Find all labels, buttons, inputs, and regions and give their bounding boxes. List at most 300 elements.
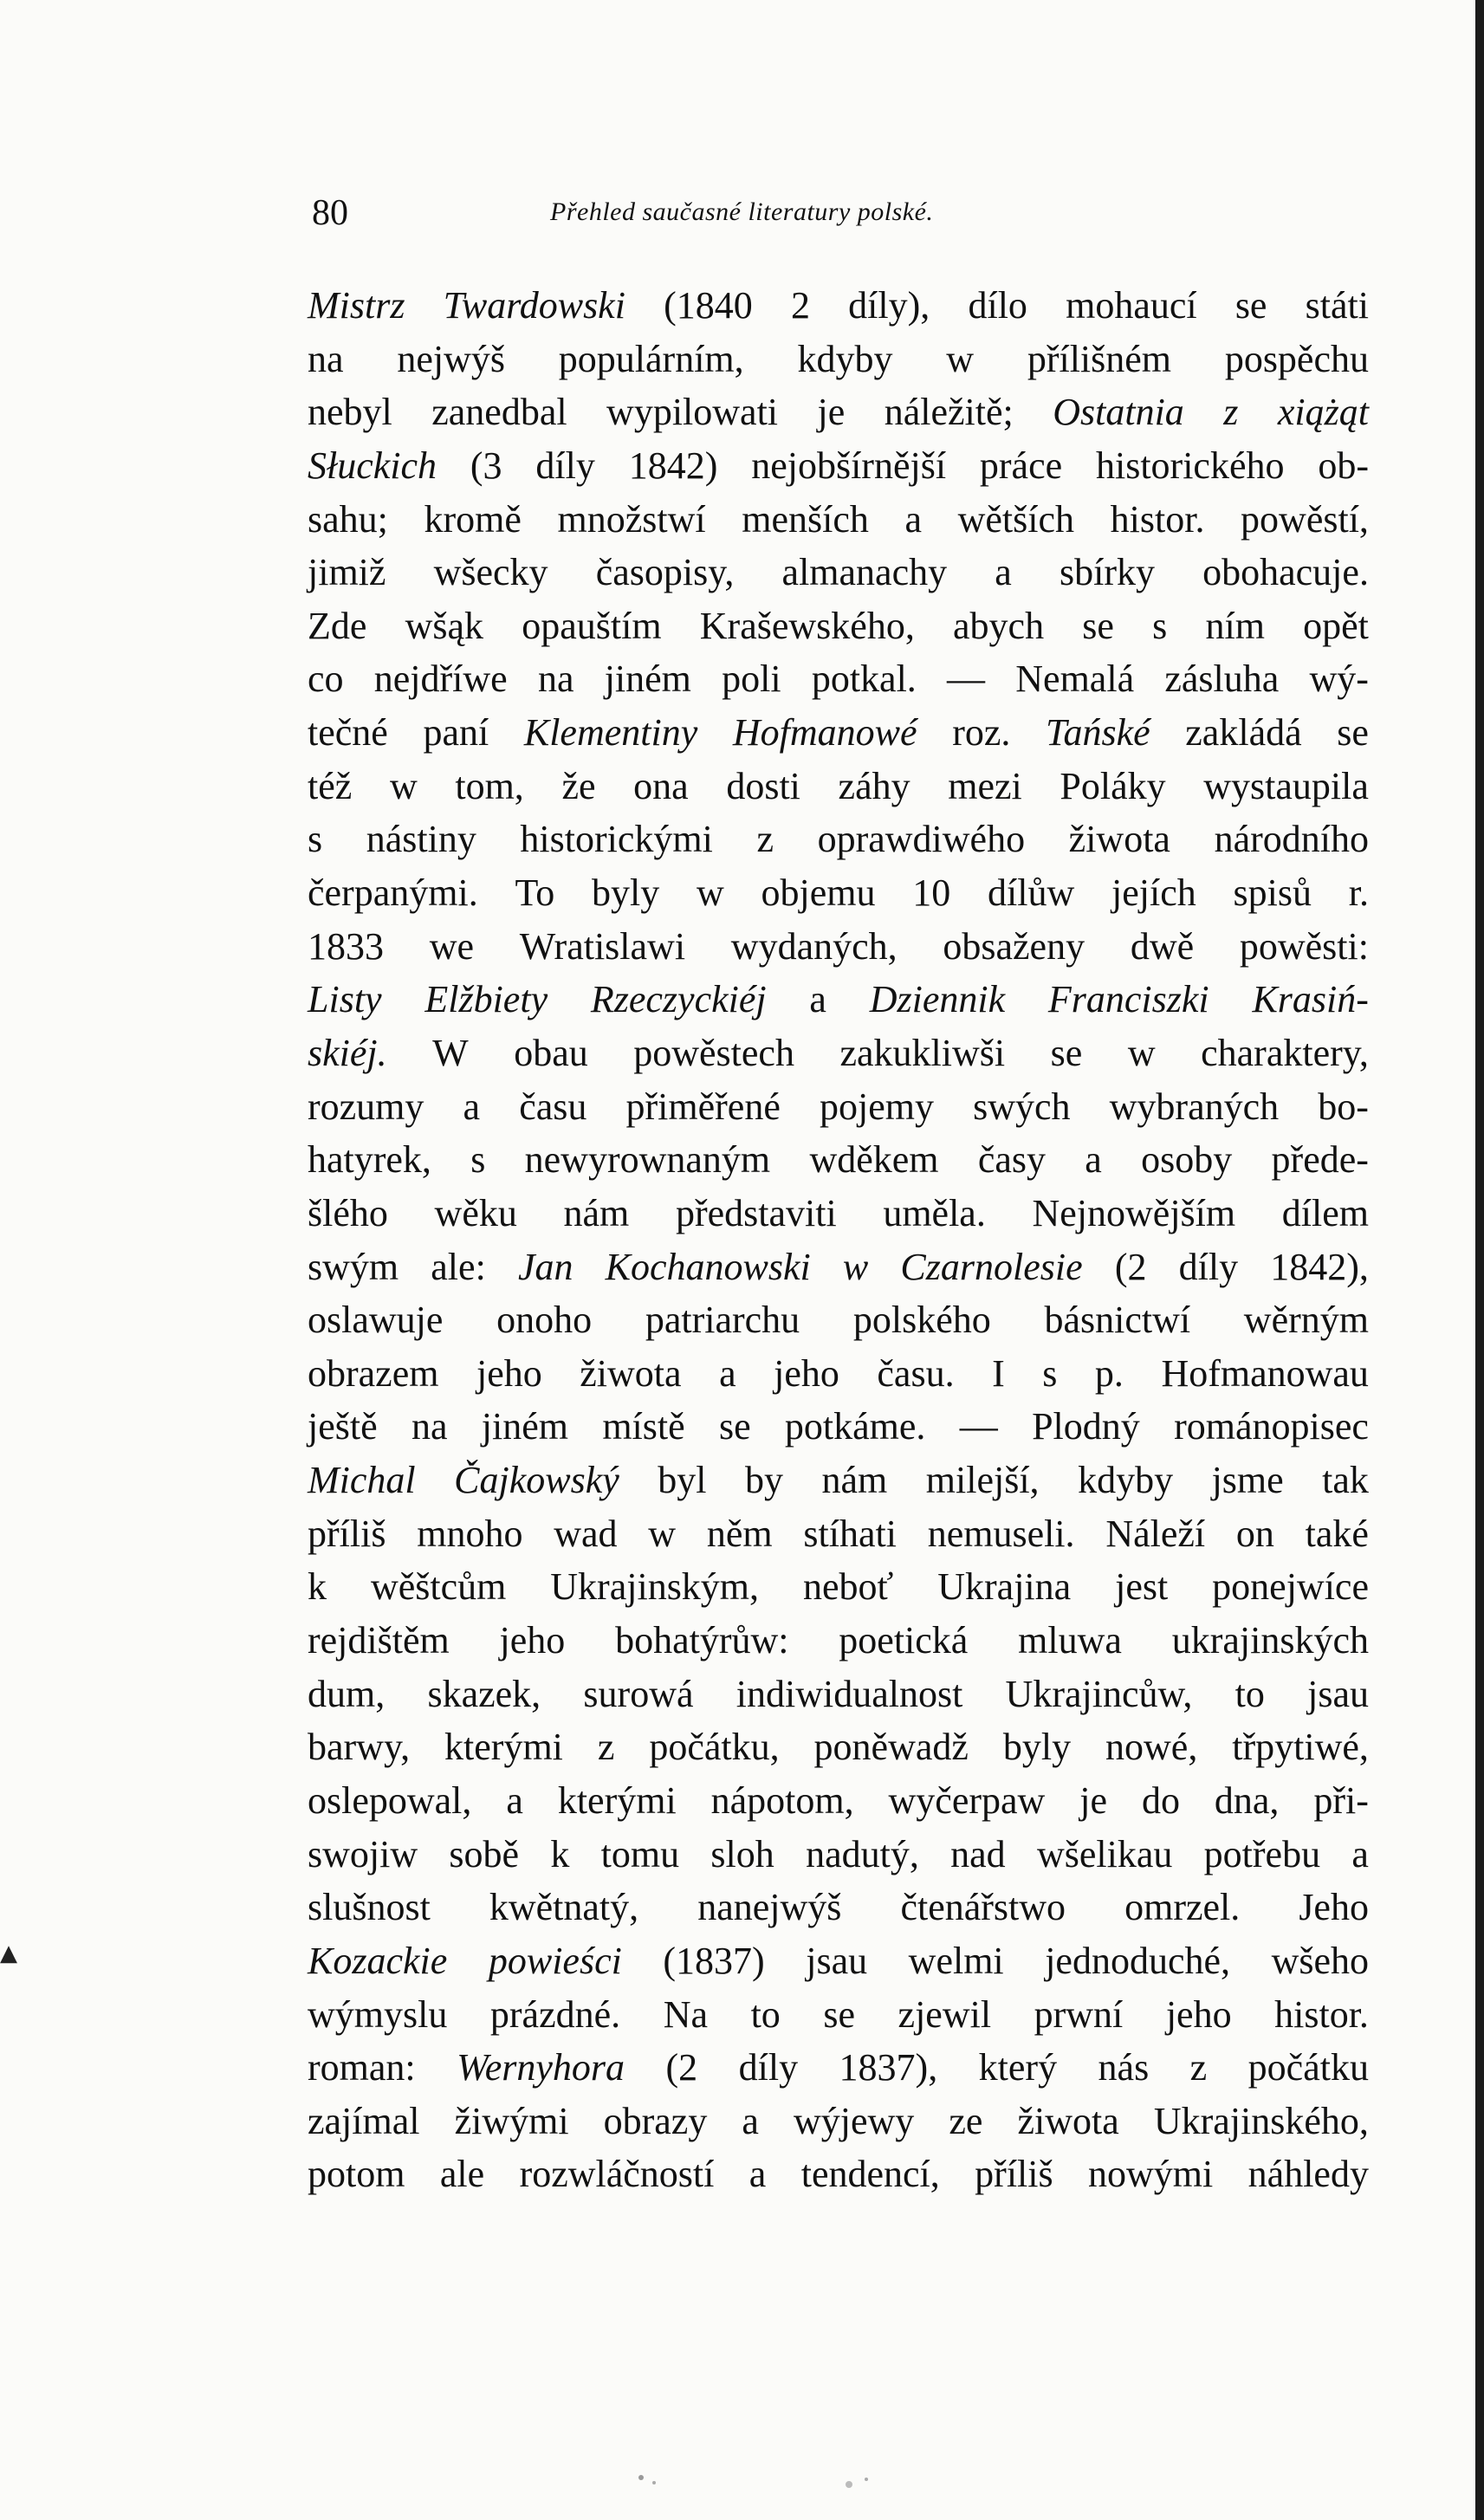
word: Poláky (1060, 764, 1166, 807)
word: surowá (583, 1672, 694, 1715)
text-line (308, 1187, 1369, 1241)
word: patriarchu (645, 1299, 800, 1342)
word: wydaných, (730, 924, 898, 968)
word: Na (663, 1992, 709, 2036)
word: Hofmanowé (732, 711, 917, 755)
word: jest (1115, 1565, 1169, 1609)
word: Zde (308, 604, 367, 647)
word: oslawuje (308, 1299, 444, 1342)
word: s (308, 818, 323, 861)
word: nejwýš (397, 337, 505, 380)
word: p. (1094, 1351, 1124, 1395)
word: uměla. (883, 1191, 986, 1234)
word: zakukliwši (839, 1031, 1006, 1074)
word: že (561, 764, 596, 807)
word: Ukrajinského, (1153, 2099, 1369, 2142)
word: příliš (975, 2153, 1053, 2196)
word: jsau (1307, 1672, 1369, 1715)
word: něm (706, 1512, 773, 1555)
word: jeho (499, 1619, 566, 1662)
word: rozwláčností (519, 2153, 715, 2196)
word: Michal (308, 1459, 416, 1502)
text-line (308, 706, 1369, 760)
word: To (515, 871, 555, 915)
word: kdyby (797, 337, 893, 380)
word: nás (1098, 2046, 1150, 2089)
word: barwy, (308, 1726, 411, 1769)
word: ob- (1318, 444, 1369, 487)
word: ale: (431, 1245, 486, 1288)
word: histor. (1110, 497, 1205, 541)
word: rejdištěm (308, 1619, 450, 1662)
word: obohacuje. (1202, 551, 1369, 594)
word: Ukrajina (937, 1565, 1072, 1609)
word: Listy (308, 978, 382, 1021)
word: paní (423, 711, 489, 755)
word: Hofmanowau (1161, 1351, 1369, 1395)
word: básnictwí (1044, 1299, 1191, 1342)
word: a (748, 2153, 767, 2196)
text-line (308, 1614, 1369, 1668)
word: skazek, (427, 1672, 541, 1715)
word: Krašewského, (699, 604, 915, 647)
word: Náleží (1105, 1512, 1206, 1555)
word: a (719, 1351, 736, 1395)
word: žiwota (580, 1351, 682, 1395)
word: wšąk (405, 604, 484, 647)
word: počátku, (649, 1726, 780, 1769)
word: Słuckich (308, 444, 437, 487)
word: r. (1348, 871, 1369, 915)
text-line (308, 1668, 1369, 1721)
running-title: Přehled saučasné literatury polské. (550, 198, 934, 226)
text-line (308, 546, 1369, 599)
word: — (959, 1405, 998, 1448)
word: hatyrek, (308, 1138, 431, 1182)
word: s (470, 1138, 486, 1182)
word: wystaupila (1203, 764, 1369, 807)
word: ponejwíce (1212, 1565, 1369, 1609)
word: nad (950, 1832, 1006, 1875)
word: zakládá (1185, 711, 1302, 755)
word: wad (554, 1512, 618, 1555)
word: wšecky (433, 551, 548, 594)
word: wěrným (1243, 1299, 1369, 1342)
word: se (1082, 604, 1114, 647)
text-line (308, 493, 1369, 547)
page-edge-shadow (1475, 0, 1484, 2520)
word: se (1235, 284, 1267, 327)
word: wděkem (809, 1138, 939, 1182)
word: jeho (1165, 1992, 1232, 2036)
word: příliš (308, 1512, 386, 1555)
word: Plodný (1032, 1405, 1140, 1448)
word: 1837), (839, 2046, 938, 2089)
word: čtenářstwo (900, 1886, 1066, 1929)
word: k (550, 1832, 570, 1875)
word: nám (821, 1459, 888, 1502)
word: potkal. (811, 658, 917, 701)
word: a (809, 978, 826, 1021)
word: jejích (1111, 871, 1196, 915)
text-line (308, 1400, 1369, 1454)
text-line (308, 1293, 1369, 1347)
word: powěstí, (1241, 497, 1369, 541)
word: nemuseli. (927, 1512, 1075, 1555)
text-line (308, 920, 1369, 974)
word: wěku (434, 1191, 517, 1234)
word: xiążąt (1277, 391, 1369, 434)
word: obau (514, 1031, 588, 1074)
word: prázdné. (489, 1992, 621, 2036)
word: s (1152, 604, 1168, 647)
word: poetická (839, 1619, 969, 1662)
word: díly), (848, 284, 930, 327)
word: skiéj. (308, 1031, 387, 1074)
word: zanedbal (431, 391, 567, 434)
word: swým (308, 1245, 399, 1288)
word: dwě (1130, 924, 1195, 968)
text-line (308, 813, 1369, 866)
word: stíhati (803, 1512, 897, 1555)
body-text (308, 279, 1369, 2201)
word: mezi (948, 764, 1022, 807)
word: byly (592, 871, 660, 915)
word: opauštím (522, 604, 662, 647)
word: kterými (444, 1726, 563, 1769)
word: k (308, 1565, 327, 1609)
word: Kozackie (308, 1939, 448, 1982)
word: tomu (600, 1832, 680, 1875)
word: I (992, 1351, 1005, 1395)
word: oprawdiwého (817, 818, 1026, 861)
word: 10 (912, 871, 951, 915)
word: onoho (496, 1299, 593, 1342)
word: w (697, 871, 724, 915)
word: Ostatnia (1053, 391, 1184, 434)
word: 1842), (1270, 1245, 1369, 1288)
word: Wernyhora (457, 2046, 625, 2089)
word: potom (308, 2153, 405, 2196)
word: neboť (802, 1565, 894, 1609)
word: tom, (455, 764, 524, 807)
word: wypilowati (606, 391, 779, 434)
text-line (308, 1454, 1369, 1507)
word: dosti (726, 764, 800, 807)
word: dna, (1214, 1778, 1280, 1822)
text-line (308, 1828, 1369, 1882)
word: menších (742, 497, 869, 541)
word: swojiw (308, 1832, 418, 1875)
word: nowé, (1105, 1726, 1198, 1769)
text-line (308, 1080, 1369, 1134)
word: pojemy (819, 1085, 934, 1128)
word: ze (949, 2099, 983, 2142)
word: Mistrz (308, 284, 405, 327)
word: on (1235, 1512, 1274, 1555)
word: wyčerpaw (888, 1778, 1046, 1822)
text-line (308, 385, 1369, 439)
word: a (506, 1778, 523, 1822)
word: historickými (520, 818, 713, 861)
word: nadutý, (806, 1832, 919, 1875)
word: a (742, 2099, 759, 2142)
word: Tańské (1046, 711, 1150, 755)
word: jeho (476, 1351, 542, 1395)
text-line (308, 1241, 1369, 1294)
word: slušnost (308, 1886, 431, 1929)
word: jsau (806, 1939, 868, 1982)
word: spisů (1233, 871, 1312, 915)
word: přede- (1271, 1138, 1369, 1182)
word: we (429, 924, 475, 968)
word: nejobšírnější (751, 444, 947, 487)
word: z (1189, 2046, 1208, 2089)
word: představiti (675, 1191, 837, 1234)
word: wěštcům (370, 1565, 507, 1609)
text-line (308, 1774, 1369, 1828)
word: wýjewy (793, 2099, 915, 2142)
word: dílo (968, 284, 1027, 327)
word: sbírky (1059, 551, 1155, 594)
word: a (1085, 1138, 1102, 1182)
word: je (817, 391, 846, 434)
word: sloh (710, 1832, 774, 1875)
text-line (308, 1934, 1369, 1988)
word: nanejwýš (697, 1886, 842, 1929)
word: powěsti: (1239, 924, 1369, 968)
word: množstwí (557, 497, 706, 541)
word: powieści (488, 1939, 622, 1982)
word: indiwidualnost (736, 1672, 963, 1715)
text-line (308, 2148, 1369, 2201)
word: Jeho (1299, 1886, 1369, 1929)
word: Krasiń- (1252, 978, 1369, 1021)
word: potřebu (1203, 1832, 1321, 1875)
word: mluwa (1018, 1619, 1122, 1662)
word: Klementiny (523, 711, 698, 755)
word: poněwadž (813, 1726, 969, 1769)
word: (2 (665, 2046, 698, 2089)
word: a (463, 1085, 481, 1128)
word: ním (1205, 604, 1265, 647)
word: byly (1002, 1726, 1072, 1769)
word: nejdříwe (373, 658, 508, 701)
word: W (432, 1031, 469, 1074)
word: z (597, 1726, 615, 1769)
word: času (519, 1085, 587, 1128)
word: jimiž (308, 551, 386, 594)
word: pospěchu (1224, 337, 1369, 380)
word: času. (877, 1351, 955, 1395)
word: Rzeczyckiéj (590, 978, 767, 1021)
word: — (947, 658, 986, 701)
word: sobě (449, 1832, 520, 1875)
word: také (1305, 1512, 1369, 1555)
word: přiměřené (625, 1085, 781, 1128)
word: Kochanowski (605, 1245, 811, 1288)
word: díly (535, 444, 595, 487)
word: historického (1095, 444, 1285, 487)
word: omrzel. (1124, 1886, 1241, 1929)
word: almanachy (781, 551, 948, 594)
word: díly (1178, 1245, 1239, 1288)
word: bohatýrůw: (615, 1619, 789, 1662)
word: a (904, 497, 923, 541)
text-line (308, 1027, 1369, 1080)
word: opět (1303, 604, 1369, 647)
word: obrazem (308, 1351, 439, 1395)
text-line (308, 2095, 1369, 2148)
word: jiném (604, 658, 691, 701)
word: Elžbiety (424, 978, 548, 1021)
word: tendencí, (800, 2153, 940, 2196)
word: charaktery, (1201, 1031, 1369, 1074)
word: čerpanými. (308, 871, 478, 915)
word: kdyby (1078, 1459, 1174, 1502)
word: to (1235, 1672, 1265, 1715)
word: šlého (308, 1191, 388, 1234)
text-line (308, 599, 1369, 653)
word: osoby (1141, 1138, 1233, 1182)
word: 1833 (308, 924, 384, 968)
word: objemu (761, 871, 876, 915)
word: potkáme. (784, 1405, 926, 1448)
word: kwětnatý, (489, 1886, 639, 1929)
word: wýmyslu (308, 1992, 448, 2036)
word: welmi (908, 1939, 1004, 1982)
text-line (308, 1507, 1369, 1561)
word: jiném (481, 1405, 568, 1448)
word: roman: (308, 2046, 416, 2089)
word: Twardowski (443, 284, 625, 327)
word: se (718, 1405, 751, 1448)
word: poli (722, 658, 781, 701)
text-line (308, 1720, 1369, 1774)
word: zásluha (1164, 658, 1280, 701)
word: se (1050, 1031, 1083, 1074)
word: státi (1305, 284, 1369, 327)
word: w (648, 1512, 677, 1555)
word: zjewil (898, 1992, 992, 2036)
word: wšeho (1271, 1939, 1369, 1982)
word: populárním, (558, 337, 744, 380)
word: Ukrajincůw, (1005, 1672, 1193, 1715)
word: (2 (1114, 1245, 1147, 1288)
word: mnoho (417, 1512, 523, 1555)
word: jsme (1211, 1459, 1284, 1502)
word: milejší, (925, 1459, 1040, 1502)
word: (1837) (663, 1939, 765, 1982)
word: zajímal (308, 2099, 420, 2142)
word: wětších (957, 497, 1075, 541)
word: z (1223, 391, 1239, 434)
word: newyrownaným (524, 1138, 771, 1182)
word: prwní (1034, 1992, 1124, 2036)
word: místě (602, 1405, 685, 1448)
page-number: 80 (312, 193, 348, 233)
word: náhledy (1247, 2153, 1369, 2196)
word: wý- (1309, 658, 1369, 701)
scan-noise-marks (485, 2467, 936, 2493)
text-line (308, 1347, 1369, 1401)
word: oslepowal, (308, 1778, 472, 1822)
word: a (1351, 1832, 1369, 1875)
text-line (308, 1560, 1369, 1614)
word: Čajkowský (454, 1459, 619, 1502)
word: ještě (308, 1405, 378, 1448)
word: žiwými (454, 2099, 569, 2142)
word: swých (973, 1085, 1071, 1128)
word: wybraných (1109, 1085, 1280, 1128)
word: ona (633, 764, 689, 807)
word: dílem (1281, 1191, 1369, 1234)
text-line (308, 652, 1369, 706)
word: Dziennik (869, 978, 1006, 1021)
text-line (308, 439, 1369, 493)
word: dum, (308, 1672, 386, 1715)
word: ukrajinských (1171, 1619, 1369, 1662)
word: Nemalá (1015, 658, 1135, 701)
word: powěstech (633, 1031, 794, 1074)
text-line (308, 973, 1369, 1027)
word: při- (1313, 1778, 1369, 1822)
word: histor. (1274, 1992, 1369, 2036)
word: se (1337, 711, 1369, 755)
word: nebyl (308, 391, 392, 434)
word: záhy (838, 764, 910, 807)
word: Franciszki (1047, 978, 1209, 1021)
word: kromě (424, 497, 522, 541)
word: žiwota (1017, 2099, 1119, 2142)
word: žiwota (1068, 818, 1170, 861)
word: a (995, 551, 1012, 594)
word: ale (439, 2153, 485, 2196)
word: časy (977, 1138, 1046, 1182)
word: dílůw (988, 871, 1075, 915)
word: w (946, 337, 975, 380)
word: náležitě; (884, 391, 1014, 434)
page-header (312, 192, 1118, 236)
word: 2 (790, 284, 810, 327)
word: byl (658, 1459, 707, 1502)
word: w (842, 1245, 869, 1288)
word: roz. (952, 711, 1011, 755)
word: který (978, 2046, 1058, 2089)
text-line (308, 1988, 1369, 2042)
word: w (1127, 1031, 1156, 1074)
word: Wratislawi (519, 924, 686, 968)
word: bo- (1318, 1085, 1369, 1128)
word: též (308, 764, 353, 807)
word: nowými (1088, 2153, 1214, 2196)
word: z (756, 818, 774, 861)
word: nám (563, 1191, 630, 1234)
word: počátku (1247, 2046, 1369, 2089)
word: na (308, 337, 344, 380)
word: by (745, 1459, 784, 1502)
word: rozumy (308, 1085, 424, 1128)
word: (1840 (664, 284, 753, 327)
word: do (1141, 1778, 1180, 1822)
word: se (823, 1992, 855, 2036)
word: Nejnowějším (1032, 1191, 1236, 1234)
word: práce (979, 444, 1063, 487)
word: jeho (774, 1351, 839, 1395)
text-line (308, 866, 1369, 920)
word: románopisec (1174, 1405, 1369, 1448)
word: časopisy, (595, 551, 735, 594)
